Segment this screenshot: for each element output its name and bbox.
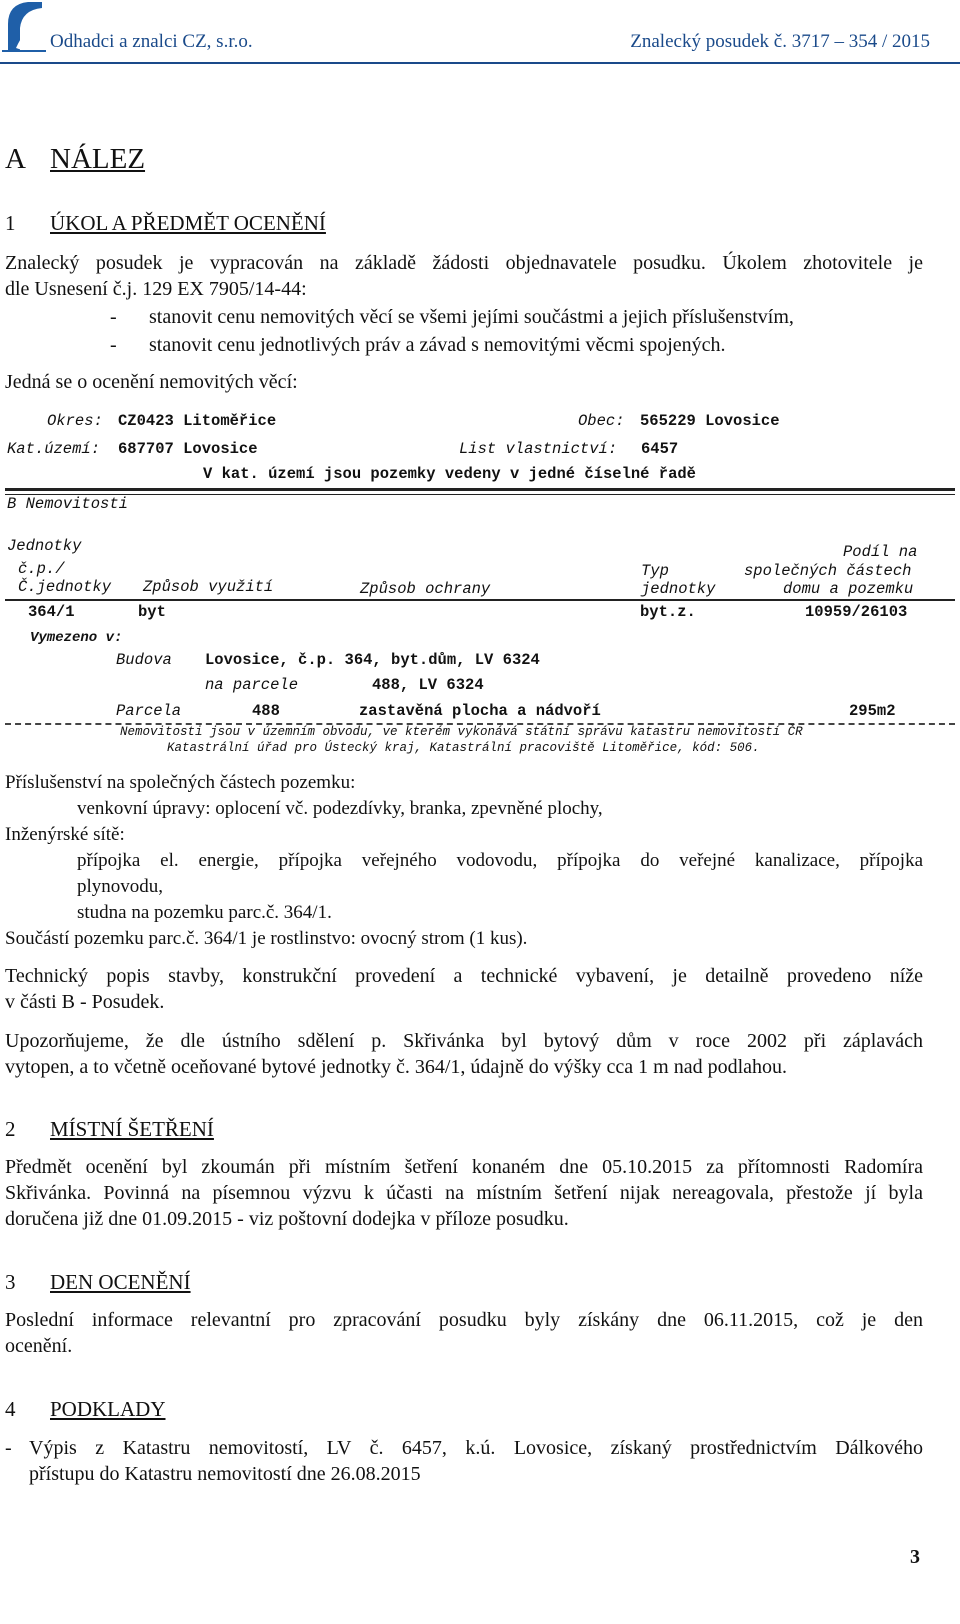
- col-zpusob-ochrany: Způsob ochrany: [360, 580, 491, 598]
- bullet-mark: -: [110, 334, 117, 356]
- source-item-line: přístupu do Katastru nemovitostí dne 26.08.2015: [29, 1463, 421, 1485]
- vegetation-text: Součástí pozemku parc.č. 364/1 je rostlinstvo: ovocný strom (1 kus).: [5, 928, 528, 949]
- section-letter: A: [5, 143, 26, 175]
- unit-type: byt.z.: [640, 603, 696, 621]
- col-typ: Typ: [641, 562, 669, 580]
- unit-id: 364/1: [28, 603, 75, 621]
- obec-label: Obec:: [578, 412, 625, 430]
- parcela-area: 295m2: [849, 702, 896, 720]
- col-zpusob-vyuziti: Způsob využití: [143, 578, 274, 596]
- header-company: Odhadci a znalci CZ, s.r.o.: [50, 31, 253, 52]
- bullet-mark: -: [110, 306, 117, 328]
- heading-3-title: DEN OCENĚNÍ: [50, 1270, 191, 1294]
- extract-divider: [5, 488, 955, 491]
- unit-share: 10959/26103: [805, 603, 908, 621]
- heading-4-title: PODKLADY: [50, 1397, 166, 1421]
- col-podil-1: Podíl na: [843, 543, 918, 561]
- na-parcele-value: 488, LV 6324: [372, 676, 484, 694]
- unit-use: byt: [138, 603, 166, 621]
- inspection-text-line: Předmět ocenění byl zkoumán při místním šetření konaném dne 05.10.2015 za přítomnosti Radomíra: [5, 1156, 923, 1178]
- valuation-day-line: ocenění.: [5, 1335, 73, 1357]
- page-number: 3: [910, 1546, 920, 1568]
- col-cjednotky: Č.jednotky: [18, 578, 112, 596]
- katuzemi-label: Kat.území:: [7, 440, 101, 458]
- budova-value: Lovosice, č.p. 364, byt.dům, LV 6324: [205, 651, 540, 669]
- paragraph-task-line: dle Usnesení č.j. 129 EX 7905/14-44:: [5, 278, 307, 300]
- obec-value: 565229 Lovosice: [640, 412, 780, 430]
- accessories-item: venkovní úpravy: oplocení vč. podezdívky, branka, zpevněné plochy,: [77, 798, 603, 819]
- well-item: studna na pozemku parc.č. 364/1.: [77, 902, 332, 923]
- flood-note-line: Upozorňujeme, že dle ústního sdělení p. Skřivánka byl bytový dům v roce 2002 při záplavách: [5, 1030, 923, 1052]
- paragraph-task-line: Znalecký posudek je vypracován na základě žádosti objednavatele posudku. Úkolem zhotovitele je: [5, 252, 923, 274]
- na-parcele-label: na parcele: [205, 676, 299, 694]
- tech-text-line: v části B - Posudek.: [5, 991, 165, 1013]
- parcela-value: 488: [252, 702, 280, 720]
- heading-1-number: 1: [5, 211, 16, 235]
- parcela-type: zastavěná plocha a nádvoří: [359, 702, 601, 720]
- company-logo-icon: [2, 0, 48, 57]
- katuzemi-value: 687707 Lovosice: [118, 440, 258, 458]
- lv-value: 6457: [641, 440, 679, 458]
- heading-2-title: MÍSTNÍ ŠETŘENÍ: [50, 1117, 214, 1141]
- extract-table-divider: [5, 599, 955, 601]
- source-item-line: Výpis z Katastru nemovitostí, LV č. 6457, k.ú. Lovosice, získaný prostřednictvím Dálkového: [29, 1437, 923, 1459]
- extract-footer-line: Katastrální úřad pro Ústecký kraj, Katastrální pracoviště Litoměřice, kód: 506.: [167, 741, 760, 755]
- valuation-day-line: Poslední informace relevantní pro zpracování posudku byly získány dne 06.11.2015, což je den: [5, 1309, 923, 1331]
- bullet-item: stanovit cenu jednotlivých práv a závad s nemovitými věcmi spojených.: [149, 334, 726, 356]
- inspection-text-line: doručena již dne 01.09.2015 - viz poštovní dodejka v příloze posudku.: [5, 1208, 569, 1230]
- lv-label: List vlastnictví:: [459, 440, 618, 458]
- header-divider: [0, 62, 960, 64]
- budova-label: Budova: [116, 651, 172, 669]
- tech-text-line: Technický popis stavby, konstrukční provedení a technické vybavení, je detailně provedeno níže: [5, 965, 923, 987]
- okres-value: CZ0423 Litoměřice: [118, 412, 277, 430]
- vymezeno-label: Vymezeno v:: [30, 630, 123, 646]
- header-report-number: Znalecký posudek č. 3717 – 354 / 2015: [630, 31, 930, 52]
- bullet-item: stanovit cenu nemovitých věcí se všemi jejími součástmi a jejich příslušenstvím,: [149, 306, 794, 328]
- extract-footer-line: Nemovitosti jsou v územním obvodu, ve kterém vykonává státní správu katastru nemovitostí ČR: [120, 725, 803, 739]
- section-title: NÁLEZ: [50, 143, 146, 175]
- intro-text: Jedná se o ocenění nemovitých věcí:: [5, 371, 298, 393]
- col-podil-3: domu a pozemku: [783, 580, 914, 598]
- extract-divider: [5, 494, 955, 495]
- inspection-text-line: Skřivánka. Povinná na písemnou výzvu k účasti na místním šetření nijak nereagovala, přestože jí byla: [5, 1182, 923, 1204]
- col-jednotky: Jednotky: [7, 537, 82, 555]
- heading-3-number: 3: [5, 1270, 16, 1294]
- networks-item: plynovodu,: [77, 876, 164, 897]
- section-b-label: B Nemovitosti: [7, 495, 128, 513]
- parcela-label: Parcela: [116, 702, 182, 720]
- heading-2-number: 2: [5, 1117, 16, 1141]
- col-cp: č.p./: [18, 560, 65, 578]
- accessories-heading: Příslušenství na společných částech pozemku:: [5, 772, 356, 793]
- extract-note: V kat. území jsou pozemky vedeny v jedné číselné řadě: [203, 465, 696, 483]
- flood-note-line: vytopen, a to včetně oceňované bytové jednotky č. 364/1, údajně do výšky cca 1 m nad podlahou.: [5, 1056, 788, 1078]
- okres-label: Okres:: [47, 412, 103, 430]
- bullet-mark: -: [5, 1437, 12, 1459]
- heading-1-title: ÚKOL A PŘEDMĚT OCENĚNÍ: [50, 211, 326, 235]
- networks-item: přípojka el. energie, přípojka veřejného vodovodu, přípojka do veřejné kanalizace, přípojka: [77, 850, 923, 871]
- col-podil-2: společných částech: [744, 562, 912, 580]
- col-typ-2: jednotky: [641, 580, 716, 598]
- networks-heading: Inženýrské sítě:: [5, 824, 125, 845]
- heading-4-number: 4: [5, 1397, 16, 1421]
